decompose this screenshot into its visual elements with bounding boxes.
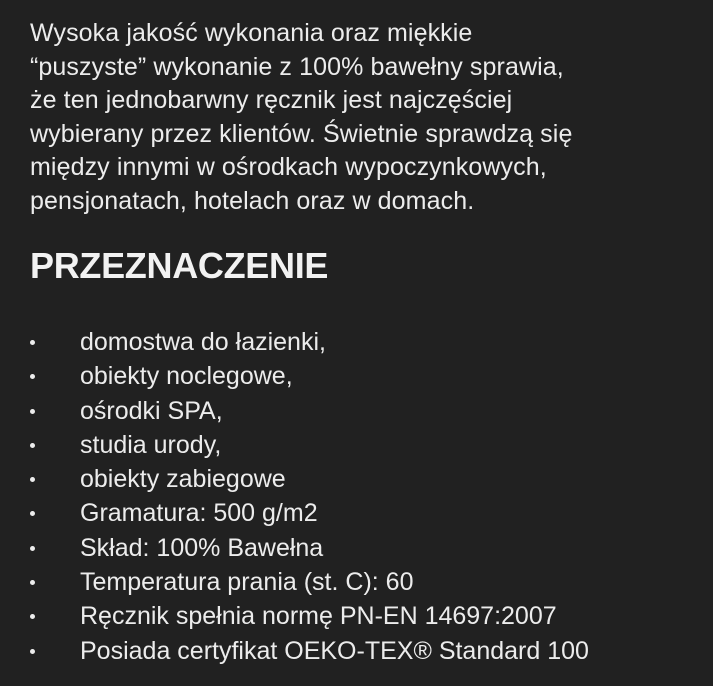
list-item (30, 428, 700, 462)
purpose-list (30, 325, 700, 668)
product-description (30, 17, 700, 665)
intro-line: że ten jednobarwny ręcznik jest najczęściej (30, 86, 513, 115)
bullet-icon (30, 649, 35, 654)
section-heading: PRZEZNACZENIE (30, 245, 329, 286)
list-item-text: obiekty noclegowe, (80, 362, 293, 391)
intro-line: “puszyste” wykonanie z 100% bawełny sprawia, (30, 52, 564, 81)
list-item-text: obiekty zabiegowe (80, 465, 286, 494)
list-item (30, 325, 700, 359)
bullet-icon (30, 409, 35, 414)
bullet-icon (30, 477, 35, 482)
list-item (30, 496, 700, 530)
bullet-icon (30, 580, 35, 585)
list-item (30, 531, 700, 565)
list-item-text: Gramatura: 500 g/m2 (80, 499, 318, 528)
intro-line: pensjonatach, hotelach oraz w domach. (30, 186, 475, 215)
bullet-icon (30, 340, 35, 345)
list-item (30, 462, 700, 496)
list-item-text: Posiada certyfikat OEKO-TEX® Standard 100 (80, 636, 589, 665)
list-item-text: Ręcznik spełnia normę PN-EN 14697:2007 (80, 602, 557, 631)
bullet-icon (30, 443, 35, 448)
intro-line: wybierany przez klientów. Świetnie sprawdzą się (30, 119, 573, 148)
intro-line: między innymi w ośrodkach wypoczynkowych, (30, 153, 547, 182)
bullet-icon (30, 614, 35, 619)
list-item-text: ośrodki SPA, (80, 396, 223, 425)
intro-line: Wysoka jakość wykonania oraz miękkie (30, 19, 473, 47)
bullet-icon (30, 374, 35, 379)
list-item-text: Temperatura prania (st. C): 60 (80, 568, 414, 597)
bullet-icon (30, 546, 35, 551)
list-item (30, 599, 700, 633)
list-item-text: studia urody, (80, 430, 222, 459)
list-item-text: domostwa do łazienki, (80, 328, 326, 356)
list-item (30, 634, 700, 668)
list-item (30, 565, 700, 599)
list-item (30, 359, 700, 393)
list-item-text: Skład: 100% Bawełna (80, 533, 324, 562)
bullet-icon (30, 511, 35, 516)
list-item (30, 394, 700, 428)
intro-paragraph (30, 17, 700, 219)
